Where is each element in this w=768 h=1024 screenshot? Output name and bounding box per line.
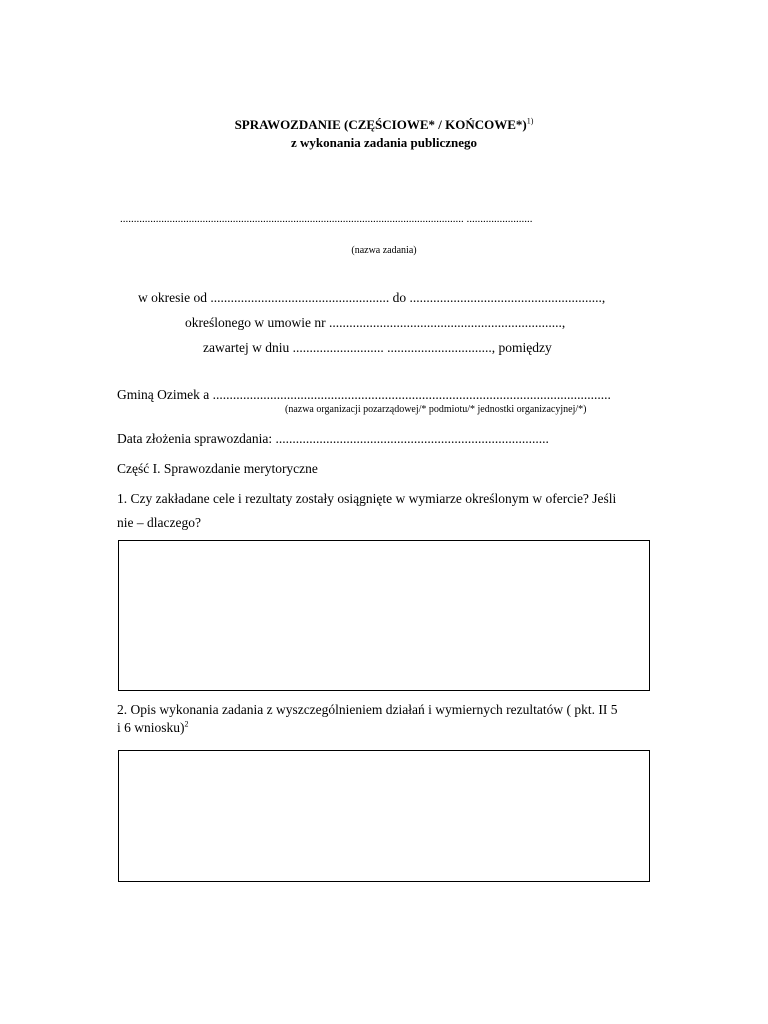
- document-title: [0, 117, 768, 133]
- title-footnote-marker: 1): [526, 116, 534, 126]
- period-line[interactable]: w okresie od ..................................................... do .........................................................,: [138, 290, 606, 305]
- parties-caption: (nazwa organizacji pozarządowej/* podmiotu/* jednostki organizacyjnej/*): [285, 404, 587, 415]
- question-2-line2: [117, 720, 189, 736]
- contract-date-line[interactable]: zawartej w dniu ........................... ..............................., pomiędzy: [203, 340, 552, 355]
- part1-heading: Część I. Sprawozdanie merytoryczne: [117, 461, 318, 476]
- question-2-line2-text: i 6 wniosku): [117, 720, 185, 735]
- question-2-line1: 2. Opis wykonania zadania z wyszczególnieniem działań i wymiernych rezultatów ( pkt. II 5: [117, 702, 618, 717]
- question-2-footnote-marker: 2: [184, 719, 189, 729]
- question-1-line2: nie – dlaczego?: [117, 515, 201, 530]
- question-1-answer-box[interactable]: [118, 540, 650, 691]
- document-title-text: SPRAWOZDANIE (CZĘŚCIOWE* / KOŃCOWE*): [234, 117, 527, 132]
- task-name-caption: (nazwa zadania): [351, 245, 417, 256]
- task-name-field[interactable]: ............................................................................................................................. ........................: [120, 213, 533, 225]
- contract-number-line[interactable]: określonego w umowie nr .....................................................................,: [185, 315, 566, 330]
- question-1-line1: 1. Czy zakładane cele i rezultaty zostały osiągnięte w wymiarze określonym w ofercie? Jeśli: [117, 491, 617, 506]
- parties-line[interactable]: Gminą Ozimek a ......................................................................................................................: [117, 387, 611, 402]
- question-2-answer-box[interactable]: [118, 750, 650, 882]
- submission-date-line[interactable]: Data złożenia sprawozdania: .................................................................................: [117, 431, 549, 446]
- document-subtitle: z wykonania zadania publicznego: [290, 135, 477, 150]
